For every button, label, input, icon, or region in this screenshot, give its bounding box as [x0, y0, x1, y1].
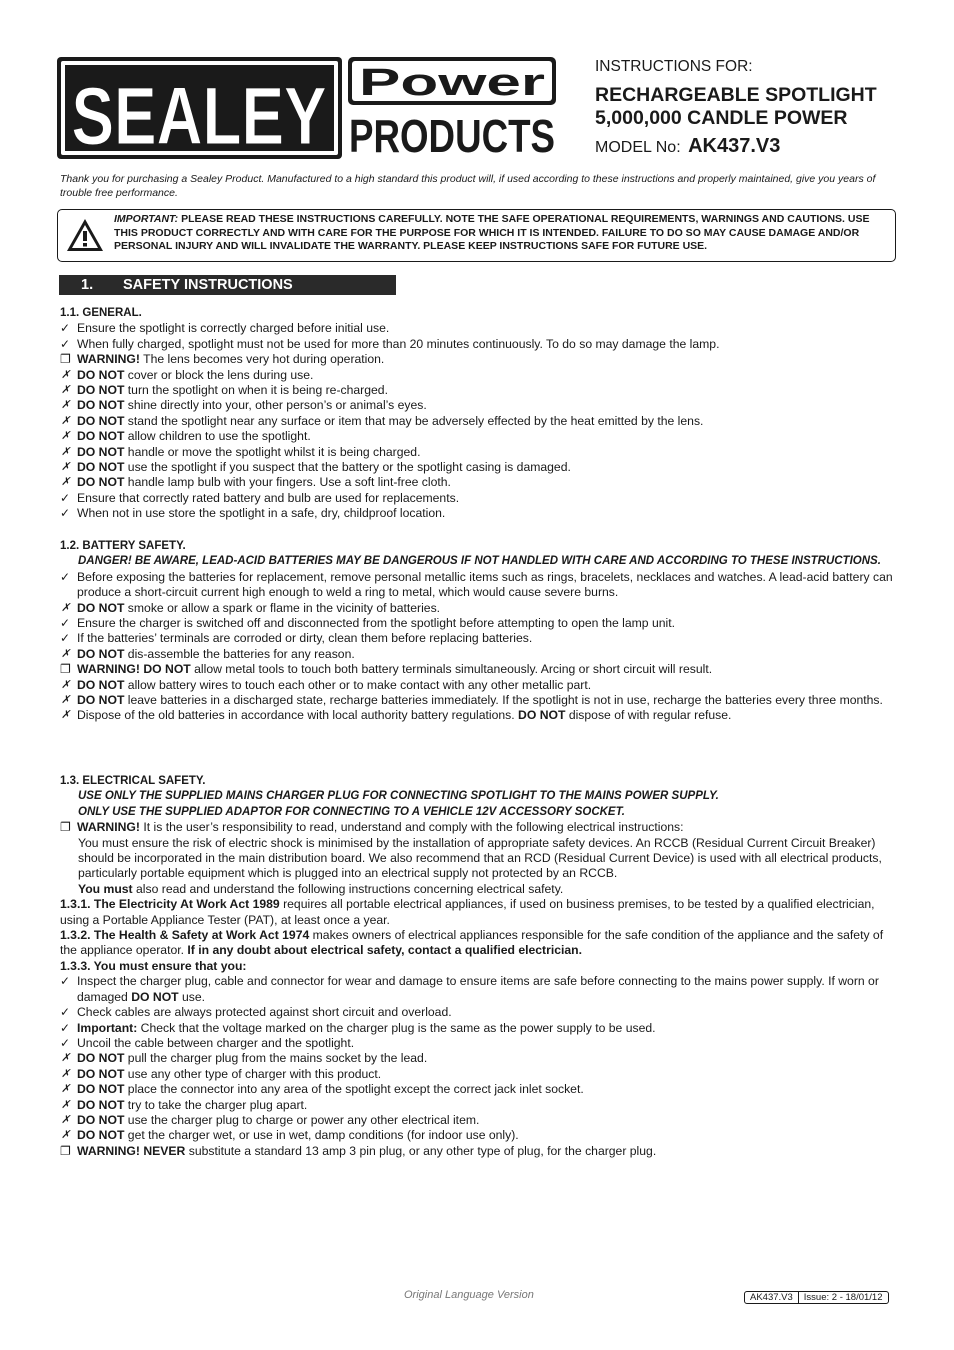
- cross-icon: ✗: [61, 1067, 71, 1080]
- item-bold: DO NOT: [77, 1066, 125, 1081]
- check-icon: ✓: [60, 1035, 71, 1050]
- item-bold: DO NOT: [77, 646, 125, 661]
- list-item: [60, 414, 896, 429]
- model-number: AK437.V3: [688, 135, 781, 157]
- list-item: [60, 974, 896, 1005]
- cross-icon: ✗: [61, 461, 71, 474]
- health-safety-act: [60, 928, 896, 959]
- important-notice-text: [114, 213, 890, 254]
- cross-icon: ✗: [61, 1129, 71, 1142]
- item-bold: DO NOT: [77, 413, 125, 428]
- item-text: The lens becomes very hot during operation.: [139, 352, 385, 367]
- warning-box-icon: ❐: [60, 662, 71, 677]
- cross-icon: ✗: [61, 430, 71, 443]
- item-text: handle lamp bulb with your fingers. Use a soft lint-free cloth.: [124, 475, 451, 490]
- general-section: [60, 306, 896, 522]
- logo-products-text: PRODUCTS: [349, 110, 555, 162]
- section-title: SAFETY INSTRUCTIONS: [123, 277, 293, 293]
- ref-issue: Issue: 2 - 18/01/12: [798, 1292, 888, 1303]
- list-item: [60, 1036, 896, 1051]
- section-number: 1.: [81, 277, 94, 293]
- list-item: [60, 1144, 896, 1159]
- check-icon: ✓: [60, 1020, 71, 1035]
- logo-brand-text: SEALEY: [71, 71, 327, 162]
- cross-icon: ✗: [61, 1098, 71, 1111]
- item-text: pull the charger plug from the mains socket by the lead.: [124, 1051, 428, 1066]
- item-bold: DO NOT: [77, 693, 125, 708]
- list-item: [60, 601, 896, 616]
- item-bold: DO NOT: [77, 475, 125, 490]
- item-text: Dispose of the old batteries in accordance with local authority battery regulations.: [77, 708, 519, 723]
- list-item: [60, 662, 896, 677]
- check-icon: ✓: [60, 506, 71, 521]
- item-text: try to take the charger plug apart.: [124, 1097, 308, 1112]
- battery-heading: 1.2. BATTERY SAFETY.: [60, 540, 186, 552]
- list-item: [60, 1051, 896, 1066]
- check-icon: ✓: [60, 569, 71, 584]
- item-bold: WARNING! DO NOT: [77, 662, 191, 677]
- item-bold: DO NOT: [77, 460, 125, 475]
- list-item: [60, 1113, 896, 1128]
- electricity-at-work-act: [60, 897, 896, 928]
- cross-icon: ✗: [61, 476, 71, 489]
- original-language-note: Original Language Version: [404, 1289, 534, 1301]
- list-item: [60, 820, 896, 835]
- cross-icon: ✗: [61, 647, 71, 660]
- item-bold: DO NOT: [77, 1082, 125, 1097]
- intro-text: Thank you for purchasing a Sealey Product. Manufactured to a high standard this product will, if used according to these instructions and properly maintained, give you years of trouble free performance.: [60, 173, 876, 199]
- item-bold: DO NOT: [518, 708, 566, 723]
- general-heading: 1.1. GENERAL.: [60, 307, 142, 319]
- cross-icon: ✗: [61, 414, 71, 427]
- cross-icon: ✗: [61, 368, 71, 381]
- item-text: substitute a standard 13 amp 3 pin plug, or any other type of plug, for the charger plug.: [185, 1143, 657, 1158]
- section-1-heading: [59, 275, 396, 295]
- item-text: cover or block the lens during use.: [124, 367, 314, 382]
- item-bold: DO NOT: [131, 989, 179, 1004]
- item-text: Before exposing the batteries for replacement, remove personal metallic items such as rings, bracelets, necklaces and watches. A lead-acid battery can produce a short-circuit current high enough to weld a ring to metal, which would cause severe burns.: [77, 569, 893, 600]
- important-body: PLEASE READ THESE INSTRUCTIONS CAREFULLY. NOTE THE SAFE OPERATIONAL REQUIREMENTS, WARNINGS AND CAUTIONS. USE THIS PRODUCT CORRECTLY AND WITH CARE FOR THE PURPOSE FOR WHICH IT IS INTENDED. FAILURE TO DO SO MAY CAUSE DAMAGE AND/OR PERSONAL INJURY AND WILL INVALIDATE THE WARRANTY. PLEASE KEEP INSTRUCTIONS SAFE FOR FUTURE USE.: [114, 213, 870, 253]
- list-item: [60, 570, 896, 601]
- list-item: [60, 616, 896, 631]
- check-icon: ✓: [60, 336, 71, 351]
- list-item: [60, 398, 896, 413]
- item-bold: DO NOT: [77, 383, 125, 398]
- list-item: [60, 321, 896, 336]
- item-text: allow battery wires to touch each other or to make contact with any other metallic part.: [124, 677, 592, 692]
- check-icon: ✓: [60, 490, 71, 505]
- list-item: [60, 1067, 896, 1082]
- model-label: MODEL No:: [595, 139, 681, 156]
- important-lead: IMPORTANT:: [114, 213, 179, 225]
- list-item: [60, 1005, 896, 1020]
- list-item: [60, 506, 896, 521]
- instructions-for-label: INSTRUCTIONS FOR:: [595, 58, 753, 75]
- warning-box-icon: ❐: [60, 352, 71, 367]
- item-bold: DO NOT: [77, 1051, 125, 1066]
- list-item: [60, 678, 896, 693]
- list-item: [60, 383, 896, 398]
- document-reference: [744, 1291, 889, 1304]
- item-bold: DO NOT: [77, 398, 125, 413]
- cross-icon: ✗: [61, 384, 71, 397]
- important-notice: [57, 209, 896, 262]
- cross-icon: ✗: [61, 399, 71, 412]
- check-icon: ✓: [60, 1005, 71, 1020]
- item-text: dispose of with regular refuse.: [565, 708, 732, 723]
- item-text: get the charger wet, or use in wet, damp conditions (for indoor use only).: [124, 1128, 519, 1143]
- item-text: use the spotlight if you suspect that the battery or the spotlight casing is damaged.: [124, 460, 571, 475]
- item-text: use any other type of charger with this product.: [124, 1066, 382, 1081]
- item-text: dis-assemble the batteries for any reason.: [124, 646, 355, 661]
- electrical-must-line: [60, 882, 896, 897]
- check-icon: ✓: [60, 974, 71, 989]
- product-title-line1: RECHARGEABLE SPOTLIGHT: [595, 84, 877, 106]
- electrical-section: [60, 774, 896, 1159]
- item-text: If the batteries’ terminals are corroded or dirty, clean them before replacing batteries.: [77, 631, 533, 646]
- list-item: [60, 693, 896, 708]
- item-text: allow metal tools to touch both battery terminals simultaneously. Arcing or short circuit will result.: [190, 662, 713, 677]
- cross-icon: ✗: [61, 1083, 71, 1096]
- item-bold: DO NOT: [77, 1112, 125, 1127]
- list-item: [60, 1128, 896, 1143]
- list-item: [60, 445, 896, 460]
- item-bold: WARNING!: [77, 820, 140, 835]
- logo-power-text: Power: [359, 62, 546, 104]
- electrical-paragraph: You must ensure the risk of electric shock is minimised by the installation of appropriate safety devices. An RCCB (Residual Current Circuit Breaker) should be incorporated in the main distribution board. We also recommend that an RCD (Residual Current Device) is used with all electrical products, particularly portable equipment which is plugged into an electrical supply not protected by an RCCB.: [78, 835, 882, 881]
- item-text: use the charger plug to charge or power any other electrical item.: [124, 1112, 480, 1127]
- battery-section: [60, 539, 896, 724]
- electrical-warning-1: USE ONLY THE SUPPLIED MAINS CHARGER PLUG FOR CONNECTING SPOTLIGHT TO THE MAINS POWER SUPPLY.: [78, 790, 719, 803]
- cross-icon: ✗: [61, 709, 71, 722]
- item-text: Ensure that correctly rated battery and bulb are used for replacements.: [77, 490, 460, 505]
- item-text: turn the spotlight on when it is being re-charged.: [124, 383, 388, 398]
- cross-icon: ✗: [61, 678, 71, 691]
- item-text: leave batteries in a discharged state, recharge batteries immediately. If the spotlight is not in use, recharge the batteries every three months.: [124, 693, 883, 708]
- sealey-power-products-logo: [56, 56, 558, 162]
- item-bold: DO NOT: [77, 444, 125, 459]
- item-bold: Important:: [77, 1020, 138, 1035]
- electrical-heading: 1.3. ELECTRICAL SAFETY.: [60, 775, 206, 787]
- list-item: [60, 429, 896, 444]
- electrical-warning-2: ONLY USE THE SUPPLIED ADAPTOR FOR CONNECTING TO A VEHICLE 12V ACCESSORY SOCKET.: [78, 805, 625, 818]
- item-text: Ensure the charger is switched off and disconnected from the spotlight before attempting to open the lamp unit.: [77, 616, 675, 631]
- item-text: place the connector into any area of the spotlight except the correct jack inlet socket.: [124, 1082, 584, 1097]
- item-text: makes owners of electrical appliances responsible for the safe condition of the appliance and the safety of the appliance operator.: [60, 928, 884, 958]
- warning-box-icon: ❐: [60, 1143, 71, 1158]
- instructions-header: [595, 57, 935, 158]
- battery-danger-warning: DANGER! BE AWARE, LEAD-ACID BATTERIES MAY BE DANGEROUS IF NOT HANDLED WITH CARE AND ACCORDING TO THESE INSTRUCTIONS.: [78, 555, 881, 568]
- battery-list: [60, 570, 896, 709]
- item-bold: DO NOT: [77, 677, 125, 692]
- list-item: [60, 1021, 896, 1036]
- check-icon: ✓: [60, 616, 71, 631]
- item-bold: 1.3.1. The Electricity At Work Act 1989: [60, 897, 280, 912]
- item-bold: 1.3.2. The Health & Safety at Work Act 1974: [60, 928, 310, 943]
- product-title-line2: 5,000,000 CANDLE POWER: [595, 107, 848, 129]
- warning-box-icon: ❐: [60, 820, 71, 835]
- item-text: stand the spotlight near any surface or item that may be adversely effected by the heat emitted by the lens.: [124, 413, 704, 428]
- list-item: [60, 708, 896, 723]
- cross-icon: ✗: [61, 1052, 71, 1065]
- item-text: also read and understand the following instructions concerning electrical safety.: [132, 881, 564, 896]
- list-item: [60, 1098, 896, 1113]
- item-text: Inspect the charger plug, cable and connector for wear and damage to ensure items are safe before connecting to the mains power supply. If worn or damaged: [77, 974, 879, 1004]
- general-list: [60, 321, 896, 521]
- cross-icon: ✗: [61, 445, 71, 458]
- list-item: [60, 460, 896, 475]
- cross-icon: ✗: [61, 694, 71, 707]
- item-text: Check that the voltage marked on the charger plug is the same as the power supply to be used.: [137, 1020, 656, 1035]
- cross-icon: ✗: [61, 1113, 71, 1126]
- item-bold: DO NOT: [77, 429, 125, 444]
- list-item: [60, 647, 896, 662]
- item-bold: DO NOT: [77, 1097, 125, 1112]
- list-item: [60, 475, 896, 490]
- list-item: [60, 368, 896, 383]
- item-bold: DO NOT: [77, 367, 125, 382]
- ref-model: AK437.V3: [750, 1292, 793, 1303]
- check-icon: ✓: [60, 631, 71, 646]
- item-bold: If in any doubt about electrical safety, contact a qualified electrician.: [187, 943, 583, 958]
- warning-triangle-icon: [66, 218, 104, 252]
- item-text: shine directly into your, other person’s or animal’s eyes.: [124, 398, 427, 413]
- item-text: Uncoil the cable between charger and the spotlight.: [77, 1035, 355, 1050]
- item-text: use.: [178, 989, 206, 1004]
- item-bold: DO NOT: [77, 600, 125, 615]
- item-text: Ensure the spotlight is correctly charged before initial use.: [77, 321, 390, 336]
- item-bold: You must: [78, 881, 133, 896]
- item-text: It is the user’s responsibility to read, understand and comply with the following electrical instructions:: [139, 820, 684, 835]
- list-item: [60, 631, 896, 646]
- electrical-list: [60, 974, 896, 1159]
- item-bold: WARNING! NEVER: [77, 1143, 186, 1158]
- item-text: smoke or allow a spark or flame in the vicinity of batteries.: [124, 600, 441, 615]
- list-item: [60, 1082, 896, 1097]
- item-text: Check cables are always protected against short circuit and overload.: [77, 1005, 452, 1020]
- list-item: [60, 337, 896, 352]
- item-text: When fully charged, spotlight must not be used for more than 20 minutes continuously. To do so may damage the lamp.: [77, 336, 720, 351]
- item-text: allow children to use the spotlight.: [124, 429, 311, 444]
- list-item: [60, 352, 896, 367]
- item-text: When not in use store the spotlight in a safe, dry, childproof location.: [77, 506, 446, 521]
- check-icon: ✓: [60, 321, 71, 336]
- item-text: requires all portable electrical appliances, if used on business premises, to be tested by a qualified electrician, using a Portable Appliance Tester (PAT), at least once a year.: [60, 897, 875, 927]
- list-item: [60, 491, 896, 506]
- model-line: [595, 135, 935, 158]
- item-bold: WARNING!: [77, 352, 140, 367]
- you-must-ensure-heading: 1.3.3. You must ensure that you:: [60, 958, 247, 973]
- cross-icon: ✗: [61, 601, 71, 614]
- item-bold: DO NOT: [77, 1128, 125, 1143]
- item-text: handle or move the spotlight whilst it is being charged.: [124, 444, 421, 459]
